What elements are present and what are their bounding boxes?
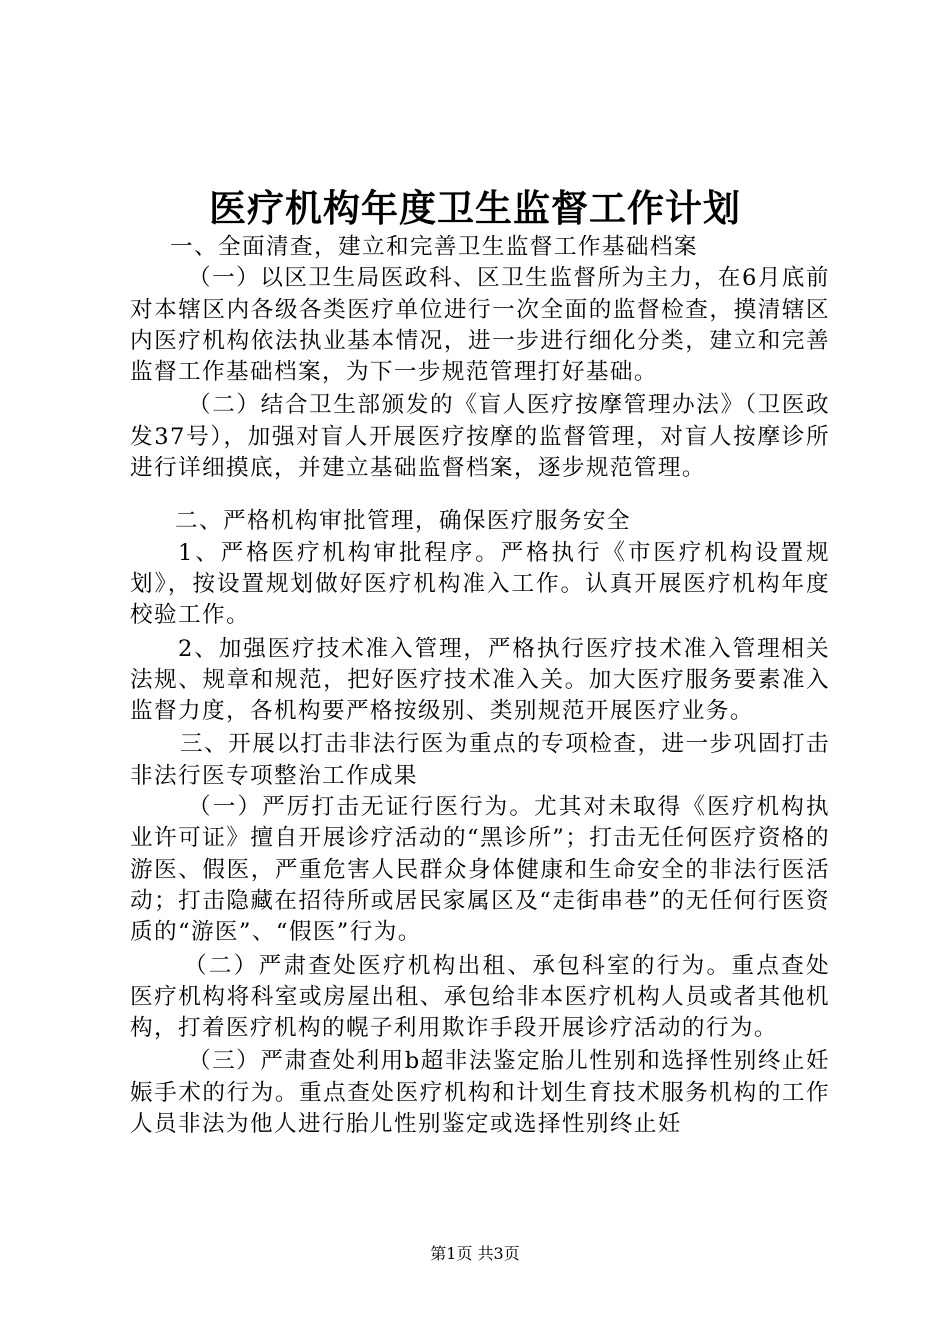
paragraph-3-3: （三）严肃查处利用b超非法鉴定胎儿性别和选择性别终止妊娠手术的行为。重点查处医疗机构和计划生育技术服务机构的工作人员非法为他人进行胎儿性别鉴定或选择性别终止妊 [130, 1048, 830, 1138]
section-heading-1: 一、全面清查，建立和完善卫生监督工作基础档案 [170, 234, 698, 260]
document-title: 医疗机构年度卫生监督工作计划 [209, 186, 741, 230]
section-heading-2: 二、严格机构审批管理，确保医疗服务安全 [175, 508, 631, 535]
paragraph-3-1: （一）严厉打击无证行医行为。尤其对未取得《医疗机构执业许可证》擅自开展诊疗活动的“黑诊所”；打击无任何医疗资格的游医、假医，严重危害人民群众身体健康和生命安全的非法行医活动；打击隐藏在招待所或居民家属区及“走街串巷”的无任何行医资质的“游医”、“假医”行为。 [130, 794, 830, 946]
section-heading-3: 三、开展以打击非法行医为重点的专项检查，进一步巩固打击非法行医专项整治工作成果 [130, 731, 830, 789]
document-body [130, 232, 830, 1140]
paragraph-2-2: 2、加强医疗技术准入管理，严格执行医疗技术准入管理相关法规、规章和规范，把好医疗技术准入关。加大医疗服务要素准入监督力度，各机构要严格按级别、类别规范开展医疗业务。 [130, 635, 830, 725]
page-footer: 第1页 共3页 [430, 1244, 520, 1263]
paragraph-1-1: （一）以区卫生局医政科、区卫生监督所为主力，在6月底前对本辖区内各级各类医疗单位进行一次全面的监督检查，摸清辖区内医疗机构依法执业基本情况，进一步进行细化分类，建立和完善监督工作基础档案，为下一步规范管理打好基础。 [130, 265, 830, 386]
paragraph-3-2: （二）严肃查处医疗机构出租、承包科室的行为。重点查处医疗机构将科室或房屋出租、承包给非本医疗机构人员或者其他机构，打着医疗机构的幌子利用欺诈手段开展诊疗活动的行为。 [130, 952, 830, 1042]
paragraph-1-2: （二）结合卫生部颁发的《盲人医疗按摩管理办法》（卫医政发37号），加强对盲人开展医疗按摩的监督管理，对盲人按摩诊所进行详细摸底，并建立基础监督档案，逐步规范管理。 [130, 392, 830, 482]
paragraph-2-1: 1、严格医疗机构审批程序。严格执行《市医疗机构设置规划》，按设置规划做好医疗机构准入工作。认真开展医疗机构年度校验工作。 [130, 539, 830, 629]
